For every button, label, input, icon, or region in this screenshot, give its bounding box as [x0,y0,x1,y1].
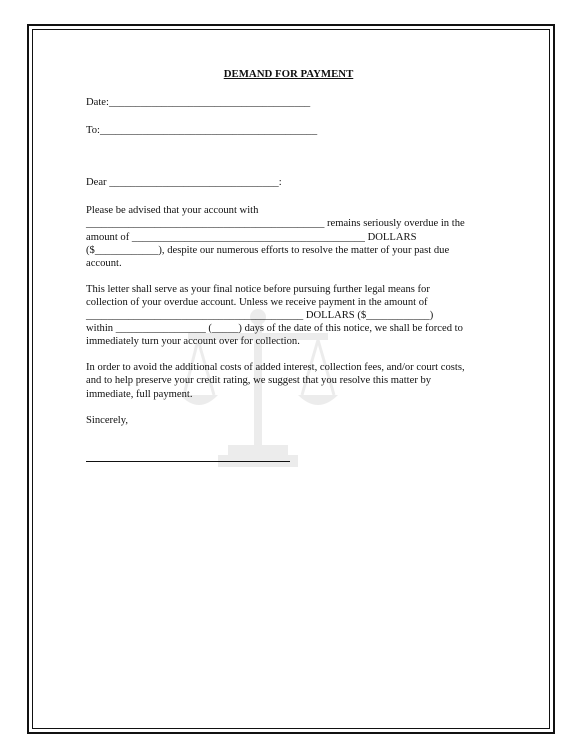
paragraph-line: _________________________________________ DOLLARS ($____________) [86,310,434,322]
paragraph-line: This letter shall serve as your final notice before pursuing further legal means for [86,283,430,295]
paragraph-line: within _________________ (_____) days of the date of this notice, we shall be forced to [86,323,463,335]
document-title: DEMAND FOR PAYMENT [223,68,354,80]
salutation: Dear ________________________________: [86,177,282,189]
paragraph-line: account. [86,257,122,269]
paragraph-line: Please be advised that your account with [86,205,259,217]
paragraph-final-notice [86,283,491,348]
letter-body [86,60,491,462]
date-field: Date:______________________________________ [86,97,311,109]
paragraph-line: ($____________), despite our numerous efforts to resolve the matter of your past due [86,244,450,256]
paragraph-line: immediate, full payment. [86,388,193,400]
to-field: To:_________________________________________ [86,125,318,137]
paragraph-line: In order to avoid the additional costs of added interest, collection fees, and/or court costs, [86,362,465,374]
closing: Sincerely, [86,414,128,426]
signature-line [86,460,290,462]
paragraph-line: collection of your overdue account. Unless we receive payment in the amount of [86,296,428,308]
paragraph-line: and to help preserve your credit rating, we suggest that you resolve this matter by [86,375,432,387]
paragraph-account-overdue [86,204,491,269]
paragraph-line: amount of ____________________________________________ DOLLARS [86,231,417,243]
paragraph-line: immediately turn your account over for collection. [86,336,300,348]
paragraph-avoid-costs [86,361,491,400]
paragraph-line: _____________________________________________ remains seriously overdue in the [86,218,465,230]
